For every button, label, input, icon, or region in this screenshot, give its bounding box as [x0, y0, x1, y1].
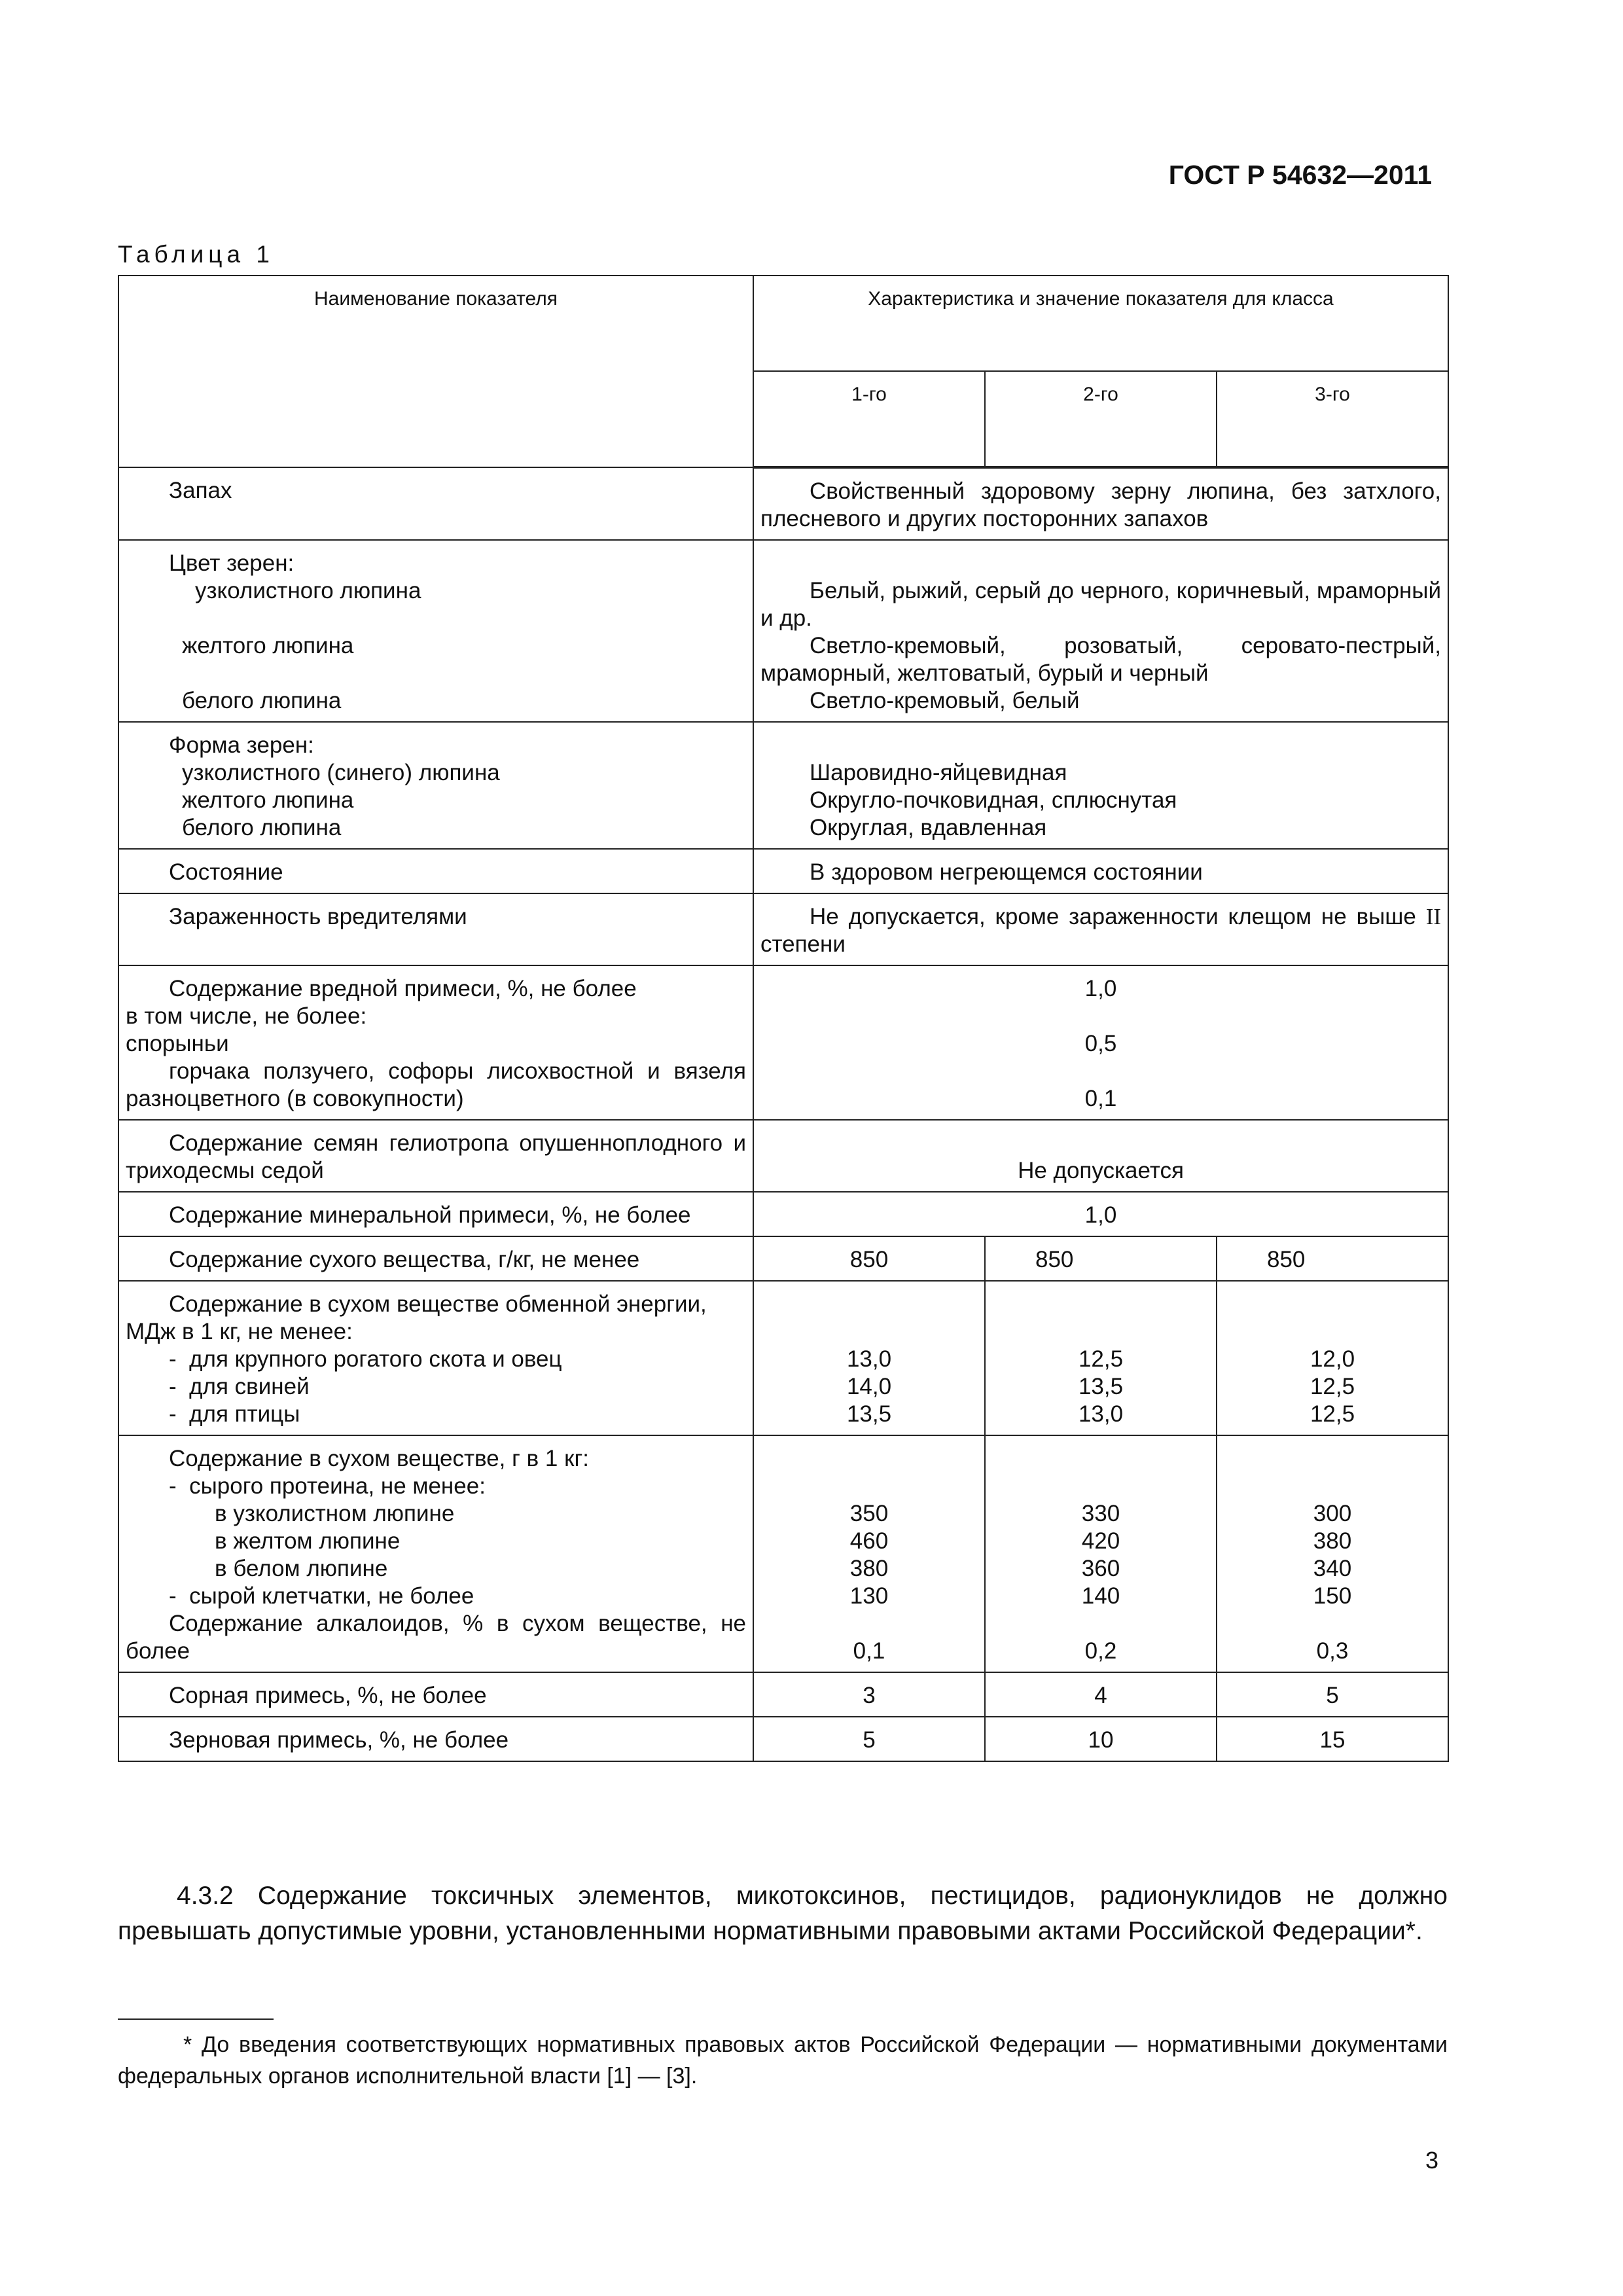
row-name: Состояние	[118, 849, 753, 893]
cell-class-2: 850	[985, 1236, 1217, 1281]
table-row	[118, 1120, 1448, 1192]
row-value	[753, 965, 1448, 1120]
cell-class-2	[985, 1281, 1217, 1435]
value-line: 13,0	[1078, 1401, 1124, 1427]
cell-class-2	[985, 1435, 1217, 1672]
value-line: 350	[849, 1501, 889, 1526]
row-name: Содержание сухого вещества, г/кг, не менее	[118, 1236, 753, 1281]
value-line: 380	[849, 1556, 889, 1581]
row-subitem: - сырого протеина, не менее:	[169, 1473, 486, 1499]
value-line: Шаровидно-яйцевидная	[810, 760, 1067, 785]
pests-value-text: Не допускается, кроме зараженности клещом не выше	[810, 904, 1416, 929]
row-subitem: - для свиней	[169, 1374, 310, 1399]
row-name	[118, 1281, 753, 1435]
row-subitem: спорыньи	[126, 1031, 229, 1056]
cell-class-3: 5	[1217, 1672, 1448, 1717]
value-line: 0,5	[1084, 1031, 1117, 1056]
table-row	[118, 1435, 1448, 1672]
value-line: Светло-кремовый, белый	[810, 688, 1080, 713]
row-subitem: - для птицы	[169, 1401, 300, 1427]
value-line: 140	[1081, 1583, 1120, 1609]
row-subitem: в том числе, не более:	[126, 1003, 367, 1029]
row-name: Содержание минеральной примеси, %, не более	[118, 1192, 753, 1236]
row-subitem: Содержание алкалоидов, % в сухом веществе, не более	[126, 1611, 746, 1664]
row-name	[118, 540, 753, 722]
footnote-separator	[118, 2018, 274, 2020]
value-line: 12,5	[1078, 1346, 1124, 1372]
indicators-table	[118, 275, 1449, 1762]
row-subitem: желтого люпина	[182, 787, 354, 813]
row-name: Зараженность вредителями	[118, 893, 753, 965]
table-row	[118, 1717, 1448, 1761]
value-line: 380	[1313, 1528, 1352, 1554]
standard-number: ГОСТ Р 54632—2011	[1168, 160, 1432, 190]
cell-class-1: 850	[753, 1236, 985, 1281]
value-line: 12,5	[1310, 1401, 1355, 1427]
row-name	[118, 722, 753, 849]
row-name-title: Содержание в сухом веществе, г в 1 кг:	[169, 1446, 589, 1471]
row-name-title: Цвет зерен:	[169, 550, 294, 576]
header-class-1: 1-го	[753, 371, 985, 467]
value-line: Округло-почковидная, сплюснутая	[810, 787, 1177, 813]
value-line: Округлая, вдавленная	[810, 815, 1047, 840]
value-line: 0,2	[1084, 1638, 1117, 1664]
header-class-3: 3-го	[1217, 371, 1448, 467]
table-row	[118, 1281, 1448, 1435]
row-subitem: белого люпина	[182, 688, 342, 713]
table-row	[118, 849, 1448, 893]
row-name-title: Форма зерен:	[169, 732, 314, 758]
pests-value-tail: степени	[760, 931, 846, 957]
row-value: 1,0	[753, 1192, 1448, 1236]
table-row	[118, 965, 1448, 1120]
table-row	[118, 1236, 1448, 1281]
value-line: 150	[1313, 1583, 1352, 1609]
value-line: 300	[1313, 1501, 1352, 1526]
table-caption: Таблица 1	[118, 241, 274, 268]
cell-class-1: 5	[753, 1717, 985, 1761]
value-line: 130	[849, 1583, 889, 1609]
row-subitem: узколистного люпина	[195, 578, 421, 603]
pests-roman-degree: II	[1425, 904, 1442, 929]
value-line: 13,5	[1078, 1374, 1124, 1399]
value-line: 0,1	[853, 1638, 885, 1664]
row-value: В здоровом негреющемся состоянии	[753, 849, 1448, 893]
cell-class-1	[753, 1281, 985, 1435]
value-line: 14,0	[846, 1374, 892, 1399]
value-line: 0,3	[1316, 1638, 1349, 1664]
row-name: Запах	[118, 467, 753, 540]
footnote: * До введения соответствующих нормативных правовых актов Российской Федерации — нормативными документами федеральных органов исполнительной власти [1] — [3].	[118, 2032, 1448, 2089]
value-line: 1,0	[1084, 976, 1117, 1001]
cell-class-3	[1217, 1281, 1448, 1435]
cell-class-1	[753, 1435, 985, 1672]
value-line: 420	[1081, 1528, 1120, 1554]
header-class-2: 2-го	[985, 371, 1217, 467]
row-name: Зерновая примесь, %, не более	[118, 1717, 753, 1761]
row-name-title: Содержание вредной примеси, %, не более	[169, 976, 637, 1001]
row-subitem: в желтом люпине	[215, 1528, 401, 1554]
value-line: 13,0	[846, 1346, 892, 1372]
value-line: 360	[1081, 1556, 1120, 1581]
row-subitem: желтого люпина	[182, 633, 354, 658]
cell-class-2: 10	[985, 1717, 1217, 1761]
row-subitem: белого люпина	[182, 815, 342, 840]
value-line: 340	[1313, 1556, 1352, 1581]
row-subitem: - сырой клетчатки, не более	[169, 1583, 474, 1609]
row-value	[753, 540, 1448, 722]
cell-class-3: 15	[1217, 1717, 1448, 1761]
row-subitem: в узколистном люпине	[215, 1501, 455, 1526]
cell-class-3	[1217, 1435, 1448, 1672]
value-line: 12,0	[1310, 1346, 1355, 1372]
row-subitem: - для крупного рогатого скота и овец	[169, 1346, 562, 1372]
body-paragraph: 4.3.2 Содержание токсичных элементов, микотоксинов, пестицидов, радионуклидов не должно превышать допустимые уровни, установленными нормативными правовыми актами Российской Федерации*.	[118, 1882, 1448, 1945]
value-line: 460	[849, 1528, 889, 1554]
table-row	[118, 893, 1448, 965]
value-line: 330	[1081, 1501, 1120, 1526]
row-value	[753, 893, 1448, 965]
table-row	[118, 722, 1448, 849]
page-number: 3	[1425, 2147, 1438, 2174]
row-name	[118, 965, 753, 1120]
row-subitem: горчака ползучего, софоры лисохвостной и вязеля разноцветного (в совокупности)	[126, 1058, 746, 1111]
value-line: Светло-кремовый, розоватый, серовато-пестрый, мраморный, желтоватый, бурый и черный	[760, 633, 1441, 686]
header-indicator-name: Наименование показателя	[118, 276, 753, 467]
cell-class-1: 3	[753, 1672, 985, 1717]
table-header-row	[118, 276, 1448, 371]
table-row	[118, 1192, 1448, 1236]
row-name-title: Содержание в сухом веществе обменной энергии, МДж в 1 кг, не менее:	[126, 1291, 707, 1344]
table-row	[118, 540, 1448, 722]
row-name: Содержание семян гелиотропа опушенноплодного и триходесмы седой	[118, 1120, 753, 1192]
value-line: 0,1	[1084, 1086, 1117, 1111]
table-row	[118, 467, 1448, 540]
cell-class-3: 850	[1217, 1236, 1448, 1281]
value-line: 12,5	[1310, 1374, 1355, 1399]
header-class-group: Характеристика и значение показателя для класса	[753, 276, 1448, 371]
cell-class-2: 4	[985, 1672, 1217, 1717]
row-value	[753, 722, 1448, 849]
row-name	[118, 1435, 753, 1672]
row-name: Сорная примесь, %, не более	[118, 1672, 753, 1717]
row-subitem: узколистного (синего) люпина	[182, 760, 500, 785]
value-line: 13,5	[846, 1401, 892, 1427]
row-value: Свойственный здоровому зерну люпина, без затхлого, плесневого и других посторонних запахов	[753, 467, 1448, 540]
row-subitem: в белом люпине	[215, 1556, 388, 1581]
row-value: Не допускается	[753, 1120, 1448, 1192]
value-line: Белый, рыжий, серый до черного, коричневый, мраморный и др.	[760, 578, 1441, 631]
table-row	[118, 1672, 1448, 1717]
